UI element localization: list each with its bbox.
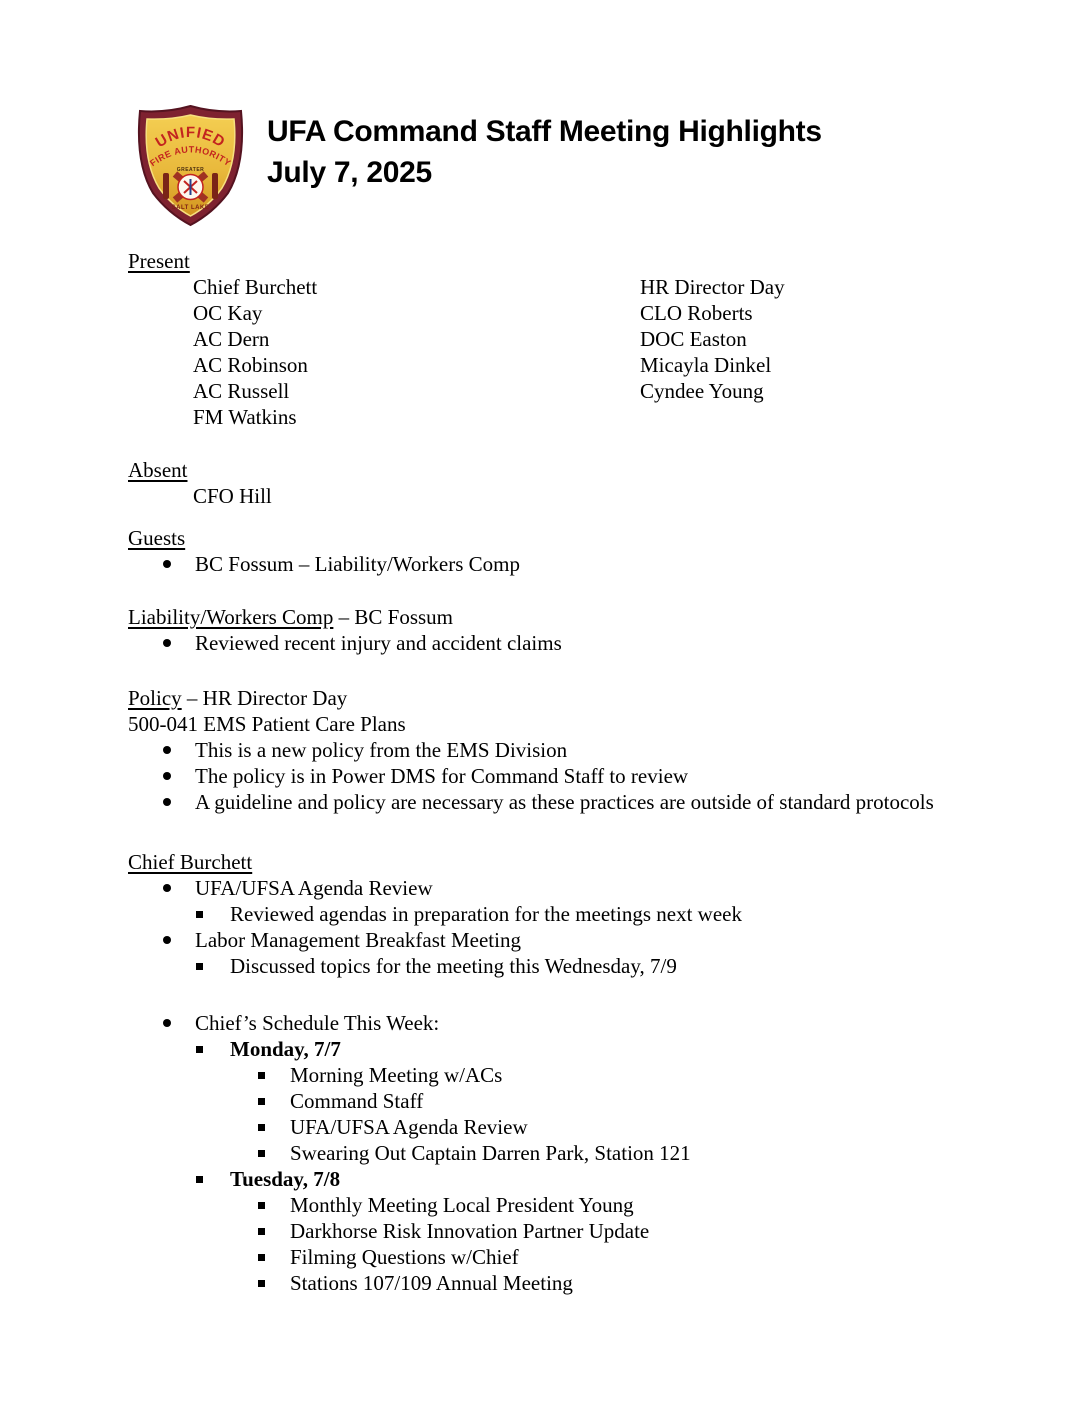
schedule-day-label: Monday, 7/7 <box>230 1037 341 1061</box>
bullet-square-icon <box>258 1192 290 1209</box>
bullet-dot-icon <box>163 630 195 647</box>
bullet-square-icon <box>258 1244 290 1261</box>
section-chief-burchett <box>128 849 1048 1296</box>
heading-suffix: – BC Fossum <box>333 605 453 629</box>
list-item-text: Filming Questions w/Chief <box>290 1245 519 1269</box>
list-item <box>128 875 1048 901</box>
list-item-text: Labor Management Breakfast Meeting <box>195 928 521 952</box>
list-item <box>128 1010 1048 1036</box>
section-present <box>128 248 1048 430</box>
document-title: UFA Command Staff Meeting Highlights <box>267 115 822 148</box>
bullet-square-icon <box>196 1036 230 1053</box>
section-heading-liability: Liability/Workers Comp – BC Fossum <box>128 605 453 629</box>
title-block <box>267 111 822 193</box>
list-item <box>128 927 1048 953</box>
attendee-name: FM Watkins <box>193 405 297 429</box>
section-heading-present: Present <box>128 249 190 273</box>
section-heading-chief: Chief Burchett <box>128 850 253 874</box>
schedule-day-label: Tuesday, 7/8 <box>230 1167 341 1191</box>
list-item-text: Command Staff <box>290 1089 424 1113</box>
list-item-text: UFA/UFSA Agenda Review <box>195 876 433 900</box>
badge-center-bottom-text: SALT LAKE <box>171 205 210 211</box>
bullet-dot-icon <box>163 551 195 568</box>
document-header <box>133 103 1048 228</box>
present-right-column <box>640 274 785 404</box>
section-heading-policy: Policy – HR Director Day <box>128 686 348 710</box>
list-item-text: Darkhorse Risk Innovation Partner Update <box>290 1219 650 1243</box>
document-date: July 7, 2025 <box>267 156 432 189</box>
bullet-square-icon <box>196 953 230 970</box>
list-item-text: Reviewed recent injury and accident claims <box>195 631 562 655</box>
bullet-square-icon <box>258 1140 290 1157</box>
list-item-text: Stations 107/109 Annual Meeting <box>290 1271 573 1295</box>
attendee-name: CLO Roberts <box>640 301 753 325</box>
list-item <box>128 1088 1048 1114</box>
fire-authority-badge-icon <box>133 103 248 228</box>
badge-arc-top-text: UNIFIED <box>152 123 229 152</box>
attendee-name: Micayla Dinkel <box>640 353 772 377</box>
section-liability <box>128 604 1048 656</box>
list-item <box>128 901 1048 927</box>
attendee-name: DOC Easton <box>640 327 747 351</box>
bullet-dot-icon <box>163 789 195 806</box>
list-item <box>128 1244 1048 1270</box>
bullet-dot-icon <box>163 875 195 892</box>
list-item <box>128 953 1048 979</box>
absent-name: CFO Hill <box>193 484 272 508</box>
bullet-square-icon <box>258 1270 290 1287</box>
bullet-dot-icon <box>163 1010 195 1027</box>
list-item <box>128 1166 1048 1192</box>
bullet-dot-icon <box>163 927 195 944</box>
list-item-text: Morning Meeting w/ACs <box>290 1063 503 1087</box>
bullet-dot-icon <box>163 737 195 754</box>
list-item <box>128 1114 1048 1140</box>
heading-suffix: – HR Director Day <box>181 686 348 710</box>
section-heading-guests: Guests <box>128 526 186 550</box>
attendee-name: HR Director Day <box>640 275 785 299</box>
section-heading-absent: Absent <box>128 458 188 482</box>
list-item <box>128 1192 1048 1218</box>
list-item-text: UFA/UFSA Agenda Review <box>290 1115 528 1139</box>
attendee-name: Chief Burchett <box>193 275 318 299</box>
policy-number-line: 500-041 EMS Patient Care Plans <box>128 712 406 736</box>
bullet-square-icon <box>258 1088 290 1105</box>
bullet-square-icon <box>196 901 230 918</box>
list-item <box>128 789 1048 815</box>
list-item-text: A guideline and policy are necessary as these practices are outside of standard protocols <box>195 790 934 814</box>
bullet-square-icon <box>258 1114 290 1131</box>
list-item <box>128 763 1048 789</box>
bullet-dot-icon <box>163 763 195 780</box>
list-item-text: The policy is in Power DMS for Command Staff to review <box>195 764 689 788</box>
list-item-text: Chief’s Schedule This Week: <box>195 1011 440 1035</box>
attendee-name: AC Russell <box>193 379 290 403</box>
list-item-text: Discussed topics for the meeting this Wednesday, 7/9 <box>230 954 677 978</box>
present-left-column <box>128 274 1048 430</box>
list-item <box>128 1270 1048 1296</box>
list-item-text: Reviewed agendas in preparation for the meetings next week <box>230 902 742 926</box>
badge-arc-bottom-text: FIRE AUTHORITY <box>148 144 233 169</box>
section-guests <box>128 525 1048 577</box>
section-absent <box>128 457 1048 509</box>
list-item <box>128 551 1048 577</box>
list-item <box>128 1062 1048 1088</box>
bullet-square-icon <box>196 1166 230 1183</box>
list-item <box>128 1036 1048 1062</box>
list-item <box>128 1218 1048 1244</box>
badge-center-top-text: GREATER <box>176 167 205 173</box>
list-item-text: BC Fossum – Liability/Workers Comp <box>195 552 520 576</box>
list-item <box>128 1140 1048 1166</box>
list-item <box>128 630 1048 656</box>
list-item-text: Swearing Out Captain Darren Park, Station 121 <box>290 1141 691 1165</box>
bullet-square-icon <box>258 1062 290 1079</box>
bullet-square-icon <box>258 1218 290 1235</box>
list-item <box>128 737 1048 763</box>
attendee-name: OC Kay <box>193 301 263 325</box>
list-item-text: This is a new policy from the EMS Division <box>195 738 568 762</box>
attendee-name: AC Dern <box>193 327 270 351</box>
attendee-name: AC Robinson <box>193 353 308 377</box>
attendee-name: Cyndee Young <box>640 379 764 403</box>
section-policy <box>128 685 1048 815</box>
list-item-text: Monthly Meeting Local President Young <box>290 1193 634 1217</box>
